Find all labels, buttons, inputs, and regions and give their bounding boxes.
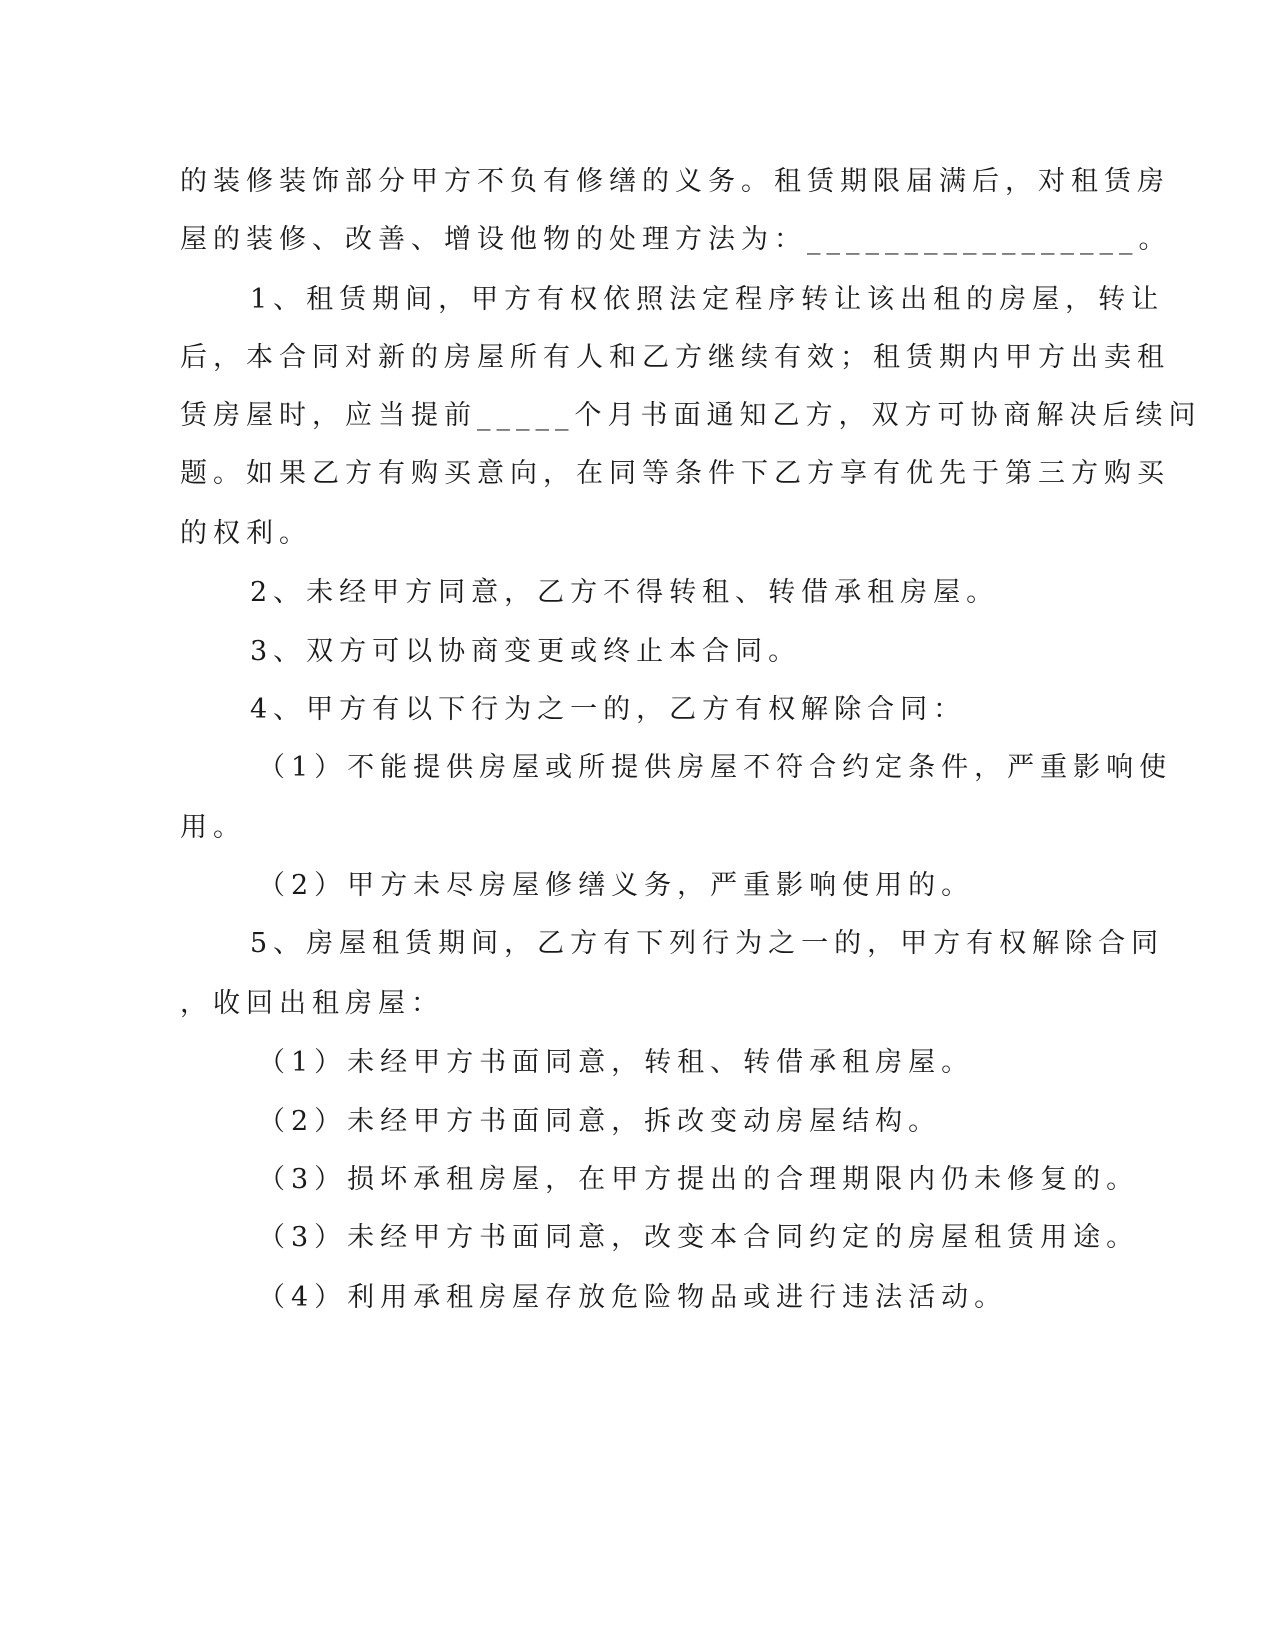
text-line: 的装修装饰部分甲方不负有修缮的义务。租赁期限届满后，对租赁房 [180,166,1170,197]
text-line: 后，本合同对新的房屋所有人和乙方继续有效；租赁期内甲方出卖租 [180,342,1170,373]
text-line: （1）未经甲方书面同意，转租、转借承租房屋。 [258,1047,975,1078]
text-line: 4、甲方有以下行为之一的，乙方有权解除合同： [250,694,967,725]
text-line: 2、未经甲方同意，乙方不得转租、转借承租房屋。 [250,577,1000,608]
text-line: 5、房屋租赁期间，乙方有下列行为之一的，甲方有权解除合同 [250,928,1165,959]
text-line: （1）不能提供房屋或所提供房屋不符合约定条件，严重影响使 [258,752,1173,783]
text-line: （2）甲方未尽房屋修缮义务，严重影响使用的。 [258,870,975,901]
text-line: （3）损坏承租房屋，在甲方提出的合理期限内仍未修复的。 [258,1164,1140,1195]
text-line: 用。 [180,812,246,843]
text-line: 1、租赁期间，甲方有权依照法定程序转让该出租的房屋，转让 [250,284,1165,315]
text-line: （3）未经甲方书面同意，改变本合同约定的房屋租赁用途。 [258,1222,1140,1253]
text-line: 题。如果乙方有购买意向，在同等条件下乙方享有优先于第三方购买 [180,458,1170,489]
text-line: 3、双方可以协商变更或终止本合同。 [250,636,802,667]
text-line: （2）未经甲方书面同意，拆改变动房屋结构。 [258,1106,942,1137]
text-line: 赁房屋时，应当提前_____个月书面通知乙方，双方可协商解决后续问 [180,400,1202,431]
text-line: ，收回出租房屋： [180,988,444,1019]
text-line: （4）利用承租房屋存放危险物品或进行违法活动。 [258,1282,1008,1313]
text-line: 的权利。 [180,518,312,549]
text-line: 屋的装修、改善、增设他物的处理方法为：_________________。 [180,224,1172,255]
